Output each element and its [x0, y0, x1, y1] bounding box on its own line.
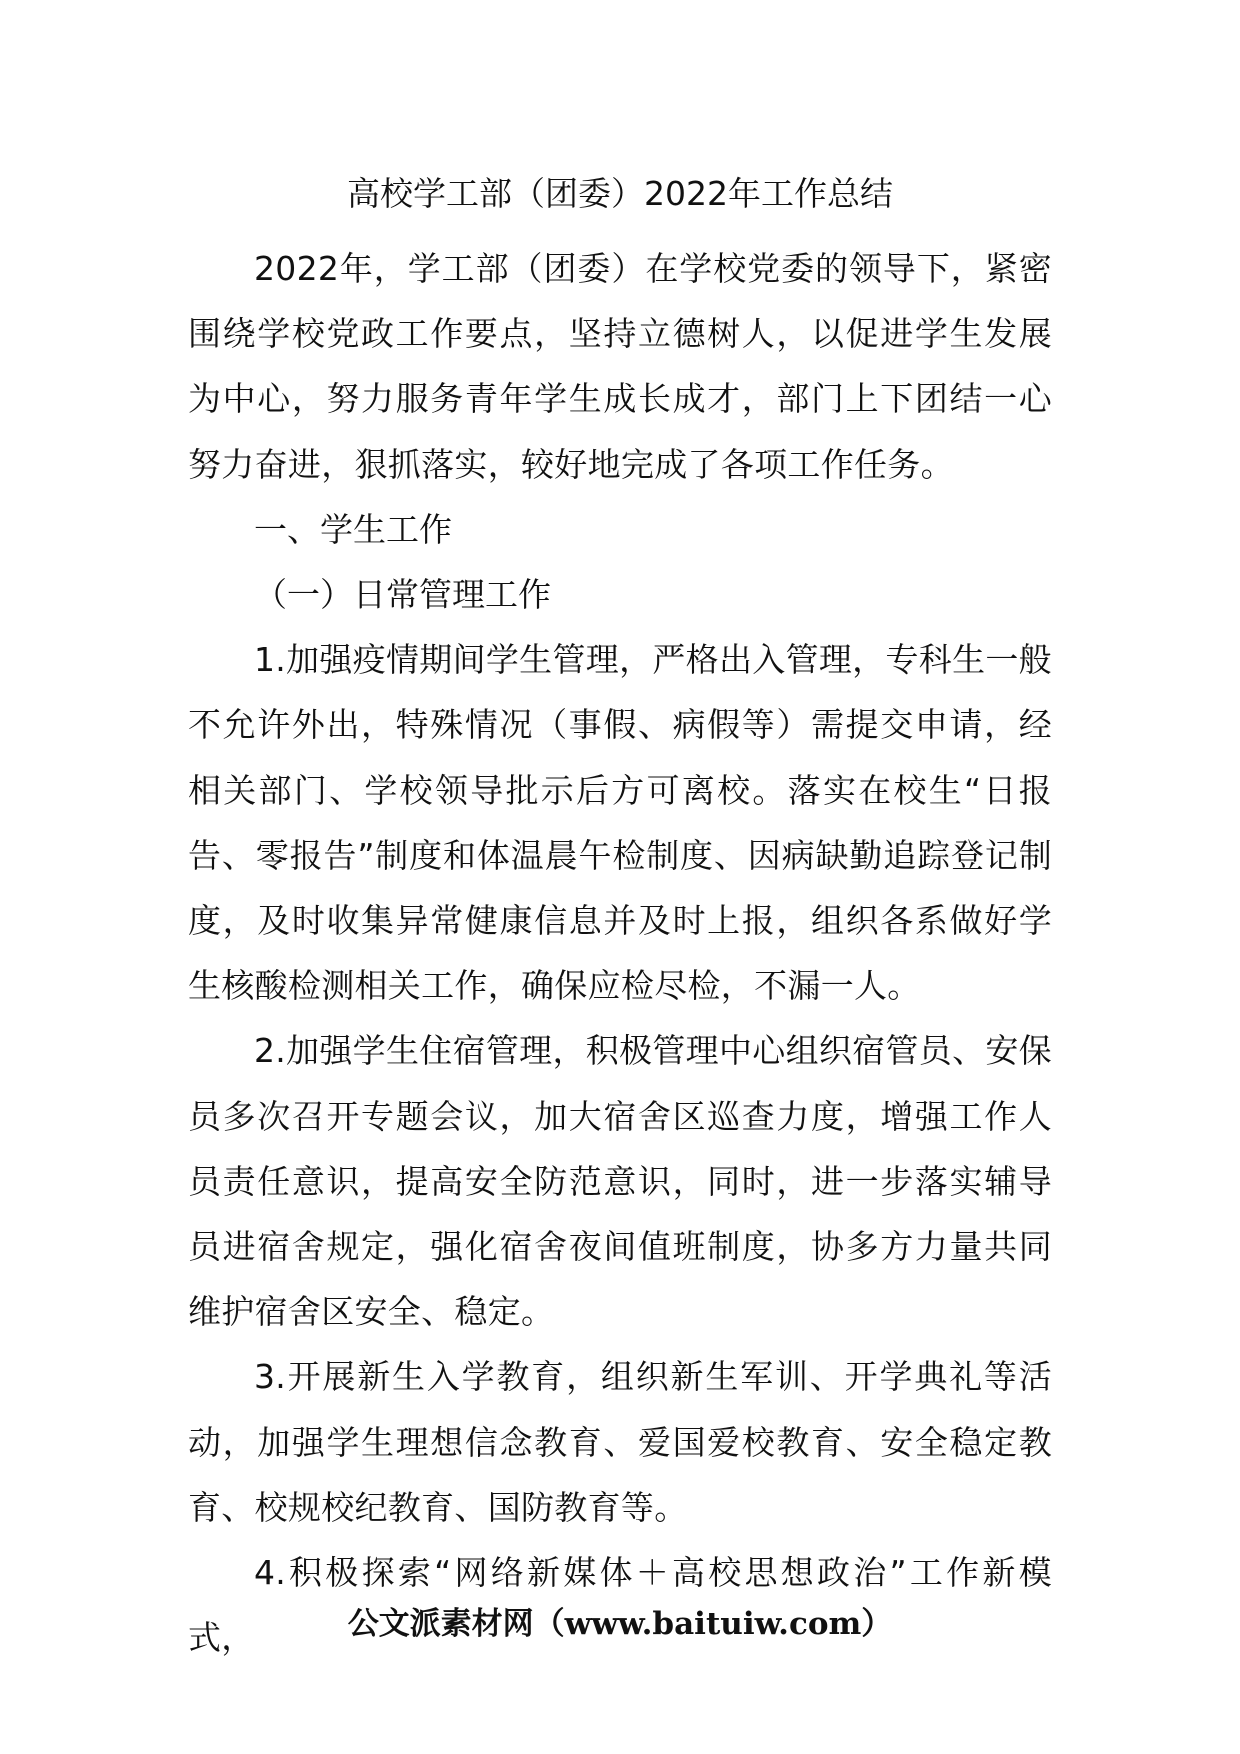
list-item: 2.加强学生住宿管理，积极管理中心组织宿管员、安保员多次召开专题会议，加大宿舍区巡查力度，增强工作人员责任意识，提高安全防范意识，同时，进一步落实辅导员进宿舍规定，强化宿舍夜间值班制度，协多方力量共同维护宿舍区安全、稳定。 [188, 1031, 1052, 1332]
subsection-heading-daily-management: （一）日常管理工作 [254, 575, 551, 615]
list-item: 4.积极探索“网络新媒体＋高校思想政治”工作新模式， [188, 1553, 1052, 1658]
document-title: 高校学工部（团委）2022年工作总结 [347, 174, 893, 213]
document-body [188, 236, 1052, 1670]
list-item: 1.加强疫情期间学生管理，严格出入管理，专科生一般不允许外出，特殊情况（事假、病假等）需提交申请，经相关部门、学校领导批示后方可离校。落实在校生“日报告、零报告”制度和体温晨午检制度、因病缺勤追踪登记制度，及时收集异常健康信息并及时上报，组织各系做好学生核酸检测相关工作，确保应检尽检，不漏一人。 [188, 640, 1052, 1006]
intro-paragraph: 2022年，学工部（团委）在学校党委的领导下，紧密围绕学校党政工作要点，坚持立德树人，以促进学生发展为中心，努力服务青年学生成长成才，部门上下团结一心努力奋进，狠抓落实，较好地完成了各项工作任务。 [188, 249, 1052, 484]
list-item: 3.开展新生入学教育，组织新生军训、开学典礼等活动，加强学生理想信念教育、爱国爱校教育、安全稳定教育、校规校纪教育、国防教育等。 [188, 1357, 1052, 1527]
section-heading-student-work: 一、学生工作 [254, 509, 452, 549]
footer-watermark: 公文派素材网（www.baituiw.com） [347, 1606, 893, 1642]
